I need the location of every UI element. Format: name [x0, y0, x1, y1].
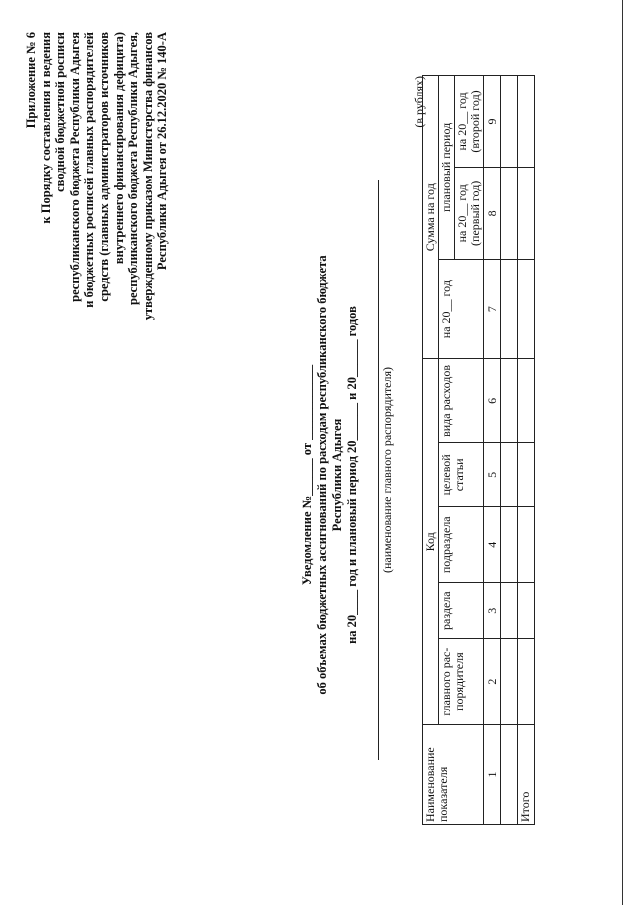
appendix-line: Приложение № 6 — [24, 32, 38, 129]
column-number: 2 — [484, 639, 501, 725]
total-row — [518, 76, 535, 825]
table-cell — [518, 507, 535, 583]
total-label: Итого — [518, 725, 535, 825]
notice-number-line: Уведомление №______ от ____________ — [300, 364, 314, 586]
appendix-line: Республики Адыгея от 26.12.2020 № 140-А — [155, 32, 170, 271]
table-cell — [501, 725, 518, 825]
appendix-line: внутреннего финансирования дефицита) — [111, 32, 126, 265]
column-number: 1 — [484, 725, 501, 825]
table-cell — [501, 76, 518, 168]
allocations-table — [422, 75, 535, 825]
table-cell — [518, 359, 535, 443]
table-cell — [501, 359, 518, 443]
header-target-item: целевой статьи — [439, 443, 484, 507]
header-second-year: на 20__ год (второй год) — [455, 76, 484, 168]
header-current-year: на 20__ год — [439, 259, 484, 359]
header-chief-distributor: главного рас-порядителя — [439, 639, 484, 725]
table-cell — [501, 167, 518, 259]
column-number: 8 — [484, 167, 501, 259]
appendix-line: утвержденному приказом Министерства финансов — [140, 32, 155, 321]
appendix-line: к Порядку составления и ведения — [38, 32, 53, 224]
units-label: (в рублях) — [412, 76, 426, 128]
table-cell — [518, 639, 535, 725]
column-number-row — [484, 76, 501, 825]
appendix-header — [24, 32, 170, 392]
header-planning-period: плановый период — [439, 76, 455, 260]
column-number: 6 — [484, 359, 501, 443]
notice-subject-line: об объемах бюджетных ассигнований по расходам республиканского бюджета Республики Адыгея — [315, 255, 344, 695]
distributor-caption: (наименование главного распорядителя) — [380, 366, 394, 574]
header-indicator-name: Наименование показателя — [423, 725, 484, 825]
notice-title — [300, 245, 360, 705]
appendix-line: средств (главных администраторов источников — [96, 32, 111, 302]
table-cell — [518, 259, 535, 359]
appendix-line: республиканского бюджета Республики Адыгея — [67, 32, 82, 302]
header-section: раздела — [439, 583, 484, 639]
page-edge-line — [622, 0, 623, 905]
appendix-line: сводной бюджетной росписи — [53, 32, 68, 192]
notice-period-line: на 20____ год и плановый период 20______ и 20______ годов — [345, 306, 359, 644]
appendix-line: и бюджетных росписей главных распорядителей — [82, 32, 97, 308]
column-number: 9 — [484, 76, 501, 168]
header-expense-type: вида расходов — [439, 359, 484, 443]
table-cell — [501, 259, 518, 359]
table-cell — [501, 583, 518, 639]
header-sum-per-year: Сумма на год — [423, 76, 439, 359]
column-number: 3 — [484, 583, 501, 639]
table-cell — [501, 507, 518, 583]
column-number: 7 — [484, 259, 501, 359]
table-cell — [501, 443, 518, 507]
column-number: 5 — [484, 443, 501, 507]
fill-in-line — [378, 180, 379, 760]
header-first-year: на 20__ год (первый год) — [455, 167, 484, 259]
appendix-line: республиканского бюджета Республики Адыгея, — [126, 32, 141, 305]
table-cell — [501, 639, 518, 725]
table-cell — [518, 443, 535, 507]
header-code: Код — [423, 359, 439, 725]
column-number: 4 — [484, 507, 501, 583]
table-cell — [518, 583, 535, 639]
table-cell — [518, 76, 535, 168]
table-row — [501, 76, 518, 825]
table-cell — [518, 167, 535, 259]
header-subsection: подраздела — [439, 507, 484, 583]
